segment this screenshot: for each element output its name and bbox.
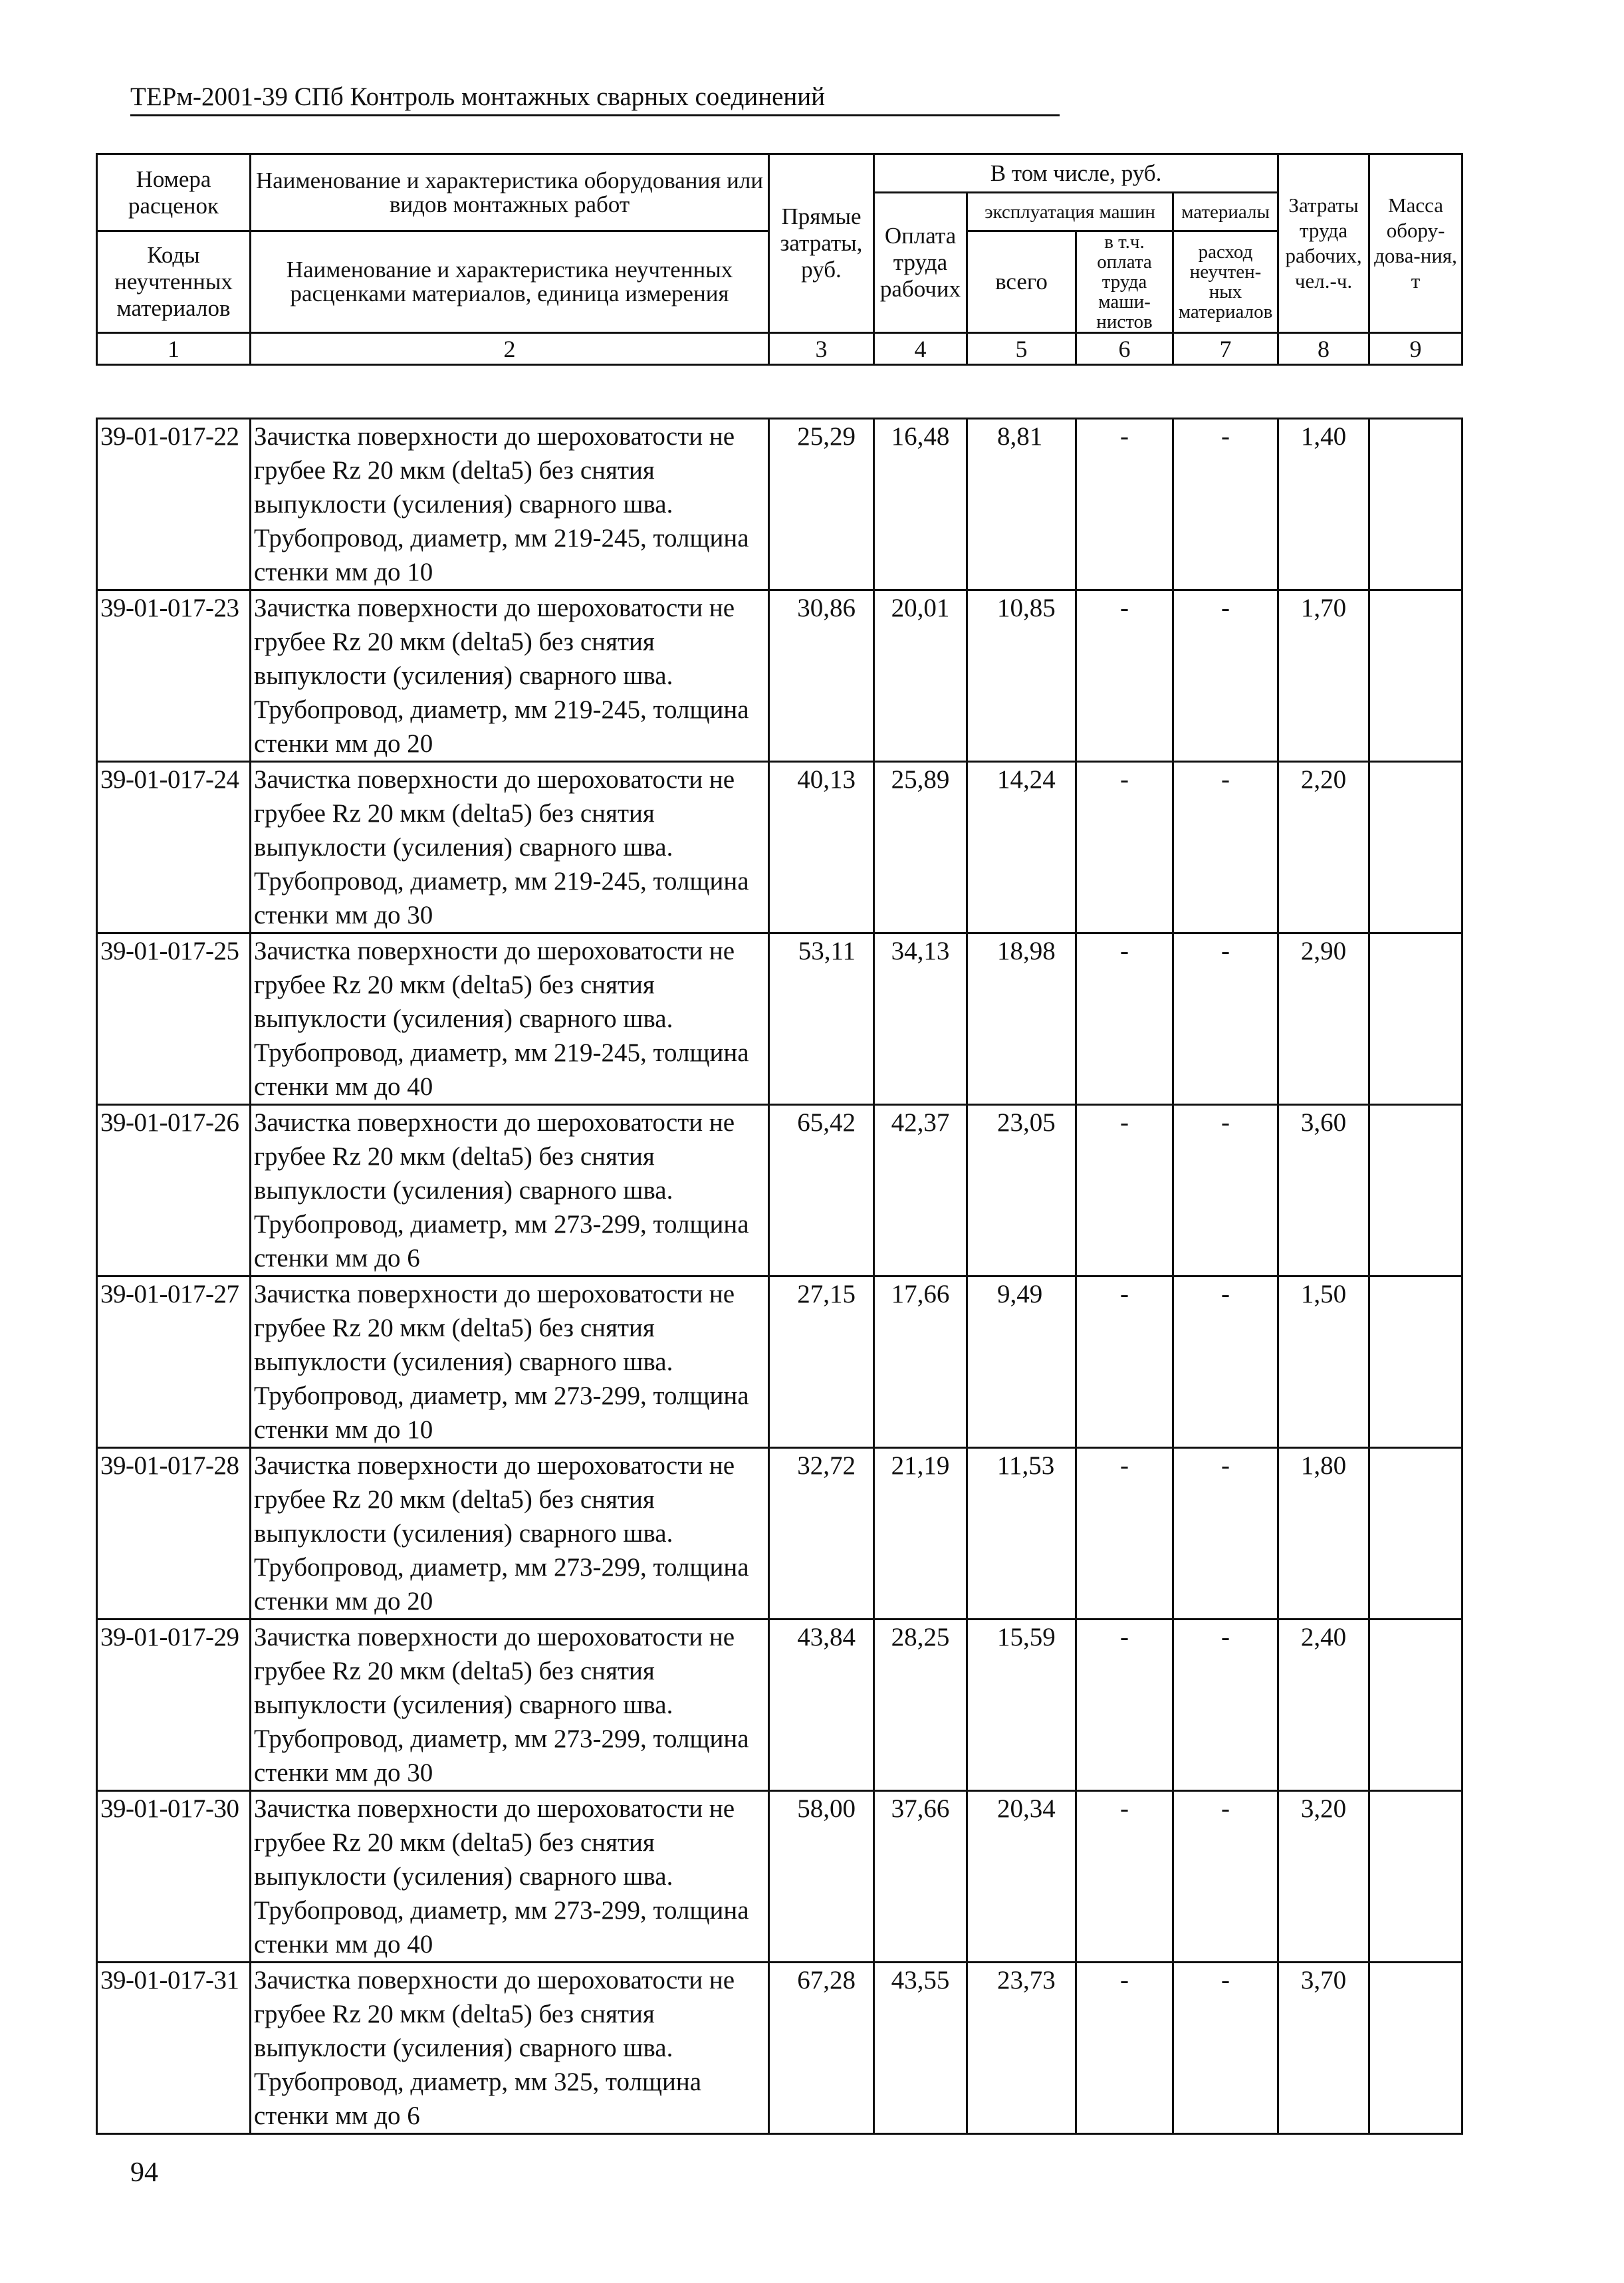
machine-costs: 10,85	[967, 590, 1076, 762]
table-row	[97, 933, 1462, 1105]
work-description: Зачистка поверхности до шероховатости не грубее Rz 20 мкм (delta5) без снятия выпуклости (усиления) сварного шва. Трубопровод, диаметр, мм 273-299, толщина стенки мм до 20	[251, 1448, 769, 1620]
materials-consumption: -	[1173, 933, 1278, 1105]
direct-costs: 43,84	[769, 1620, 874, 1791]
rate-code: 39-01-017-23	[97, 590, 251, 762]
materials-consumption: -	[1173, 1448, 1278, 1620]
machine-costs: 23,73	[967, 1963, 1076, 2134]
work-description: Зачистка поверхности до шероховатости не грубее Rz 20 мкм (delta5) без снятия выпуклости (усиления) сварного шва. Трубопровод, диаметр, мм 273-299, толщина стенки мм до 40	[251, 1791, 769, 1963]
labor-pay: 20,01	[874, 590, 967, 762]
labor-pay: 16,48	[874, 419, 967, 590]
col-header-direct-costs: Прямые затраты, руб.	[769, 154, 874, 333]
page-number: 94	[130, 2157, 158, 2188]
work-description: Зачистка поверхности до шероховатости не грубее Rz 20 мкм (delta5) без снятия выпуклости (усиления) сварного шва. Трубопровод, диаметр, мм 219-245, толщина стенки мм до 10	[251, 419, 769, 590]
machinist-pay: -	[1076, 1105, 1173, 1276]
labor-pay: 21,19	[874, 1448, 967, 1620]
col-header-group: В том числе, руб.	[874, 154, 1278, 193]
col-header-unrecorded-materials: расход неучтен-ных материалов	[1173, 231, 1278, 333]
labor-hours: 1,50	[1278, 1276, 1369, 1448]
materials-consumption: -	[1173, 1963, 1278, 2134]
col-header-machines: эксплуатация машин	[967, 193, 1173, 231]
col-header-labor-hours: Затраты труда рабочих, чел.-ч.	[1278, 154, 1369, 333]
rate-code: 39-01-017-24	[97, 762, 251, 933]
machine-costs: 11,53	[967, 1448, 1076, 1620]
direct-costs: 58,00	[769, 1791, 874, 1963]
direct-costs: 30,86	[769, 590, 874, 762]
labor-hours: 3,60	[1278, 1105, 1369, 1276]
machine-costs: 14,24	[967, 762, 1076, 933]
materials-consumption: -	[1173, 1105, 1278, 1276]
machine-costs: 23,05	[967, 1105, 1076, 1276]
page-title: ТЕРм-2001-39 СПб Контроль монтажных сварных соединений	[130, 81, 1060, 116]
labor-hours: 3,70	[1278, 1963, 1369, 2134]
col-number: 8	[1278, 333, 1369, 365]
table-row	[97, 1105, 1462, 1276]
machinist-pay: -	[1076, 1276, 1173, 1448]
work-description: Зачистка поверхности до шероховатости не грубее Rz 20 мкм (delta5) без снятия выпуклости (усиления) сварного шва. Трубопровод, диаметр, мм 273-299, толщина стенки мм до 30	[251, 1620, 769, 1791]
machinist-pay: -	[1076, 1963, 1173, 2134]
rate-code: 39-01-017-31	[97, 1963, 251, 2134]
materials-consumption: -	[1173, 590, 1278, 762]
equipment-mass	[1369, 1963, 1462, 2134]
col-header-name: Наименование и характеристика оборудования или видов монтажных работ	[251, 154, 769, 231]
col-header-machinists-pay: в т.ч. оплата труда маши-нистов	[1076, 231, 1173, 333]
equipment-mass	[1369, 762, 1462, 933]
equipment-mass	[1369, 1276, 1462, 1448]
table-row	[97, 1448, 1462, 1620]
machine-costs: 8,81	[967, 419, 1076, 590]
rate-code: 39-01-017-22	[97, 419, 251, 590]
col-header-mass: Масса обору-дова-ния, т	[1369, 154, 1462, 333]
direct-costs: 25,29	[769, 419, 874, 590]
labor-pay: 37,66	[874, 1791, 967, 1963]
equipment-mass	[1369, 933, 1462, 1105]
table-row	[97, 590, 1462, 762]
table-row	[97, 1963, 1462, 2134]
labor-pay: 25,89	[874, 762, 967, 933]
labor-hours: 1,70	[1278, 590, 1369, 762]
work-description: Зачистка поверхности до шероховатости не грубее Rz 20 мкм (delta5) без снятия выпуклости (усиления) сварного шва. Трубопровод, диаметр, мм 325, толщина стенки мм до 6	[251, 1963, 769, 2134]
labor-pay: 28,25	[874, 1620, 967, 1791]
direct-costs: 67,28	[769, 1963, 874, 2134]
col-header-unrecorded-name: Наименование и характеристика неучтенных расценками материалов, единица измерения	[251, 231, 769, 333]
rate-code: 39-01-017-25	[97, 933, 251, 1105]
machine-costs: 9,49	[967, 1276, 1076, 1448]
rate-code: 39-01-017-29	[97, 1620, 251, 1791]
equipment-mass	[1369, 1791, 1462, 1963]
rates-table	[96, 418, 1463, 2135]
table-row	[97, 1791, 1462, 1963]
equipment-mass	[1369, 1448, 1462, 1620]
col-number: 7	[1173, 333, 1278, 365]
col-header-materials: материалы	[1173, 193, 1278, 231]
rate-code: 39-01-017-27	[97, 1276, 251, 1448]
labor-hours: 1,80	[1278, 1448, 1369, 1620]
direct-costs: 27,15	[769, 1276, 874, 1448]
machinist-pay: -	[1076, 419, 1173, 590]
col-number: 9	[1369, 333, 1462, 365]
machinist-pay: -	[1076, 590, 1173, 762]
machinist-pay: -	[1076, 1620, 1173, 1791]
materials-consumption: -	[1173, 419, 1278, 590]
labor-pay: 42,37	[874, 1105, 967, 1276]
rate-code: 39-01-017-26	[97, 1105, 251, 1276]
work-description: Зачистка поверхности до шероховатости не грубее Rz 20 мкм (delta5) без снятия выпуклости (усиления) сварного шва. Трубопровод, диаметр, мм 273-299, толщина стенки мм до 6	[251, 1105, 769, 1276]
direct-costs: 65,42	[769, 1105, 874, 1276]
table-row	[97, 419, 1462, 590]
col-header-unrecorded-codes: Коды неучтенных материалов	[97, 231, 251, 333]
machinist-pay: -	[1076, 933, 1173, 1105]
direct-costs: 32,72	[769, 1448, 874, 1620]
machine-costs: 15,59	[967, 1620, 1076, 1791]
rate-code: 39-01-017-28	[97, 1448, 251, 1620]
machinist-pay: -	[1076, 762, 1173, 933]
equipment-mass	[1369, 1620, 1462, 1791]
col-number: 2	[251, 333, 769, 365]
work-description: Зачистка поверхности до шероховатости не грубее Rz 20 мкм (delta5) без снятия выпуклости (усиления) сварного шва. Трубопровод, диаметр, мм 219-245, толщина стенки мм до 30	[251, 762, 769, 933]
labor-pay: 17,66	[874, 1276, 967, 1448]
work-description: Зачистка поверхности до шероховатости не грубее Rz 20 мкм (delta5) без снятия выпуклости (усиления) сварного шва. Трубопровод, диаметр, мм 219-245, толщина стенки мм до 20	[251, 590, 769, 762]
col-number: 6	[1076, 333, 1173, 365]
col-number: 5	[967, 333, 1076, 365]
labor-pay: 34,13	[874, 933, 967, 1105]
col-number: 1	[97, 333, 251, 365]
materials-consumption: -	[1173, 1276, 1278, 1448]
materials-consumption: -	[1173, 762, 1278, 933]
rate-code: 39-01-017-30	[97, 1791, 251, 1963]
col-number: 4	[874, 333, 967, 365]
work-description: Зачистка поверхности до шероховатости не грубее Rz 20 мкм (delta5) без снятия выпуклости (усиления) сварного шва. Трубопровод, диаметр, мм 219-245, толщина стенки мм до 40	[251, 933, 769, 1105]
col-header-machines-total: всего	[967, 231, 1076, 333]
materials-consumption: -	[1173, 1620, 1278, 1791]
labor-hours: 2,20	[1278, 762, 1369, 933]
labor-hours: 2,40	[1278, 1620, 1369, 1791]
col-number: 3	[769, 333, 874, 365]
table-row	[97, 1276, 1462, 1448]
table-row	[97, 762, 1462, 933]
table-header	[96, 153, 1463, 366]
equipment-mass	[1369, 1105, 1462, 1276]
equipment-mass	[1369, 419, 1462, 590]
labor-pay: 43,55	[874, 1963, 967, 2134]
direct-costs: 40,13	[769, 762, 874, 933]
equipment-mass	[1369, 590, 1462, 762]
direct-costs: 53,11	[769, 933, 874, 1105]
labor-hours: 1,40	[1278, 419, 1369, 590]
col-header-codes: Номера расценок	[97, 154, 251, 231]
labor-hours: 3,20	[1278, 1791, 1369, 1963]
machine-costs: 18,98	[967, 933, 1076, 1105]
machinist-pay: -	[1076, 1791, 1173, 1963]
materials-consumption: -	[1173, 1791, 1278, 1963]
col-header-labor-pay: Оплата труда рабочих	[874, 193, 967, 333]
labor-hours: 2,90	[1278, 933, 1369, 1105]
table-row	[97, 1620, 1462, 1791]
machine-costs: 20,34	[967, 1791, 1076, 1963]
work-description: Зачистка поверхности до шероховатости не грубее Rz 20 мкм (delta5) без снятия выпуклости (усиления) сварного шва. Трубопровод, диаметр, мм 273-299, толщина стенки мм до 10	[251, 1276, 769, 1448]
machinist-pay: -	[1076, 1448, 1173, 1620]
